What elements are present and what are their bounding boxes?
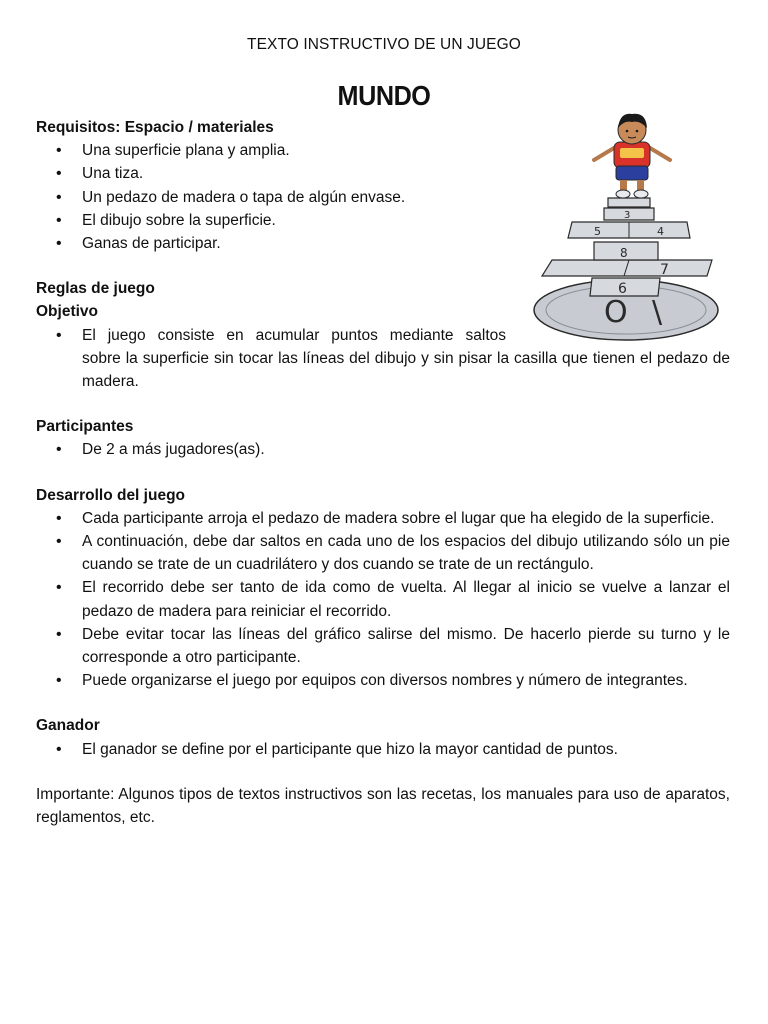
list-item: • Un pedazo de madera o tapa de algún envase. <box>36 186 730 209</box>
list-item: • Cada participante arroja el pedazo de madera sobre el lugar que ha elegido de la superficie. <box>36 507 730 530</box>
heading-ganador: Ganador <box>36 717 100 735</box>
objetivo-line-1: • El juego consiste en acumular puntos mediante saltos <box>82 326 506 344</box>
document-header: TEXTO INSTRUCTIVO DE UN JUEGO <box>247 36 521 53</box>
heading-reglas: Reglas de juego <box>36 280 155 298</box>
list-desarrollo <box>36 507 730 693</box>
hopscotch-number: 7 <box>660 262 669 278</box>
hopscotch-number: \ <box>652 295 663 330</box>
list-item: • A continuación, debe dar saltos en cada uno de los espacios del dibujo utilizando sólo un pie cuando se trate de un cuadrilátero y dos cuando se trate de un rectángulo. <box>36 530 730 576</box>
hopscotch-number: 5 <box>594 225 601 238</box>
hopscotch-number: 8 <box>620 246 628 260</box>
hopscotch-number: 3 <box>624 210 631 221</box>
objetivo-line-2: sobre la superficie sin tocar las líneas del dibujo y sin pisar la casilla que tienen el pedazo de madera. <box>82 349 730 391</box>
list-item: • Una superficie plana y amplia. <box>36 139 730 162</box>
list-item: • Ganas de participar. <box>36 232 730 255</box>
list-item: • El ganador se define por el participante que hizo la mayor cantidad de puntos. <box>36 738 730 761</box>
hopscotch-number: 4 <box>657 225 664 238</box>
heading-objetivo: Objetivo <box>36 303 99 321</box>
list-item <box>36 324 730 394</box>
heading-desarrollo: Desarrollo del juego <box>36 486 186 504</box>
document-title: MUNDO <box>337 80 431 111</box>
list-item: • El recorrido debe ser tanto de ida como de vuelta. Al llegar al inicio se vuelve a lanzar el pedazo de madera para reiniciar el recorrido. <box>36 576 730 622</box>
list-requisitos <box>36 139 730 255</box>
hopscotch-number: O <box>604 295 628 330</box>
list-participantes <box>36 438 730 461</box>
list-objetivo <box>36 324 730 394</box>
list-item: • Una tiza. <box>36 162 730 185</box>
heading-requisitos: Requisitos: Espacio / materiales <box>36 119 274 136</box>
list-item: • Debe evitar tocar las líneas del gráfico salirse del mismo. De hacerlo pierde su turno y le corresponde a otro participante. <box>36 623 730 669</box>
list-item: • De 2 a más jugadores(as). <box>36 438 730 461</box>
list-item: • Puede organizarse el juego por equipos con diversos nombres y número de integrantes. <box>36 669 730 692</box>
list-ganador <box>36 738 730 761</box>
heading-participantes: Participantes <box>36 418 134 436</box>
hopscotch-number: 6 <box>618 281 627 297</box>
importante-note: Importante: Algunos tipos de textos instructivos son las recetas, los manuales para uso de aparatos, reglamentos, etc. <box>36 785 730 827</box>
document-body <box>36 116 730 829</box>
list-item: • El dibujo sobre la superficie. <box>36 209 730 232</box>
